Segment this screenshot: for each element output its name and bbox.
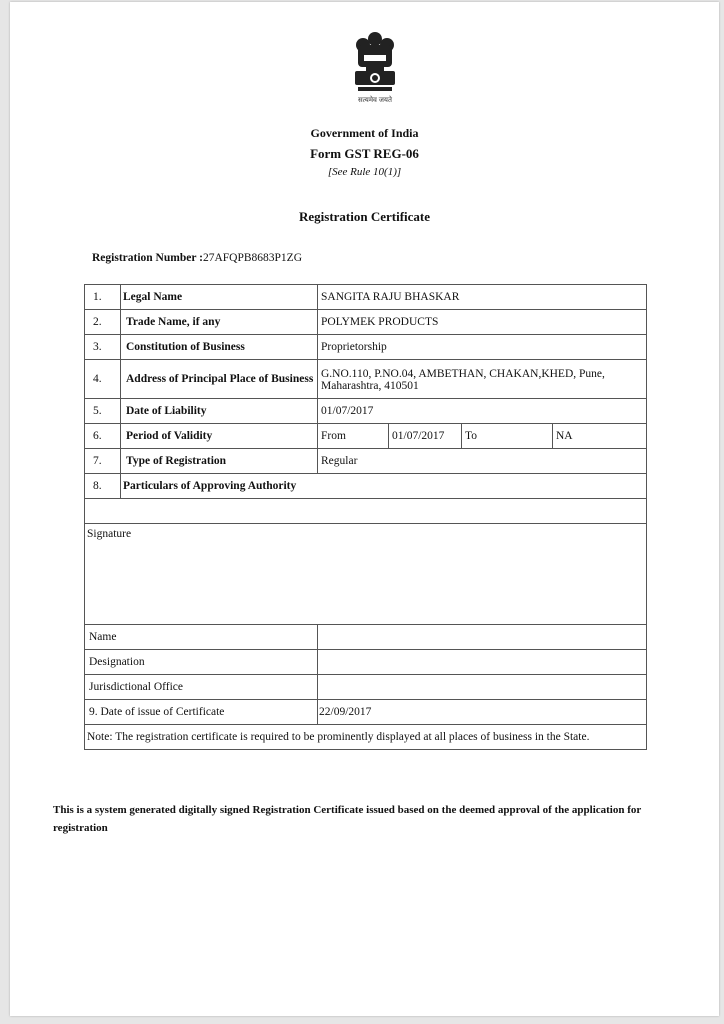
registration-number-label: Registration Number :: [92, 252, 203, 264]
row-number: 7.: [85, 449, 121, 474]
table-row: [85, 474, 647, 499]
emblem-motto: सत्यमेव जयते: [358, 96, 392, 104]
address-label-text: Address of Principal Place of Business: [126, 373, 314, 385]
table-row: [85, 524, 647, 625]
system-generated-note: This is a system generated digitally signed Registration Certificate issued based on the deemed approval of the application for registration: [53, 804, 642, 834]
signature-box: [85, 524, 647, 625]
row-number: 6.: [85, 424, 121, 449]
trade-name-value: POLYMEK PRODUCTS: [318, 310, 647, 335]
designation-value: [318, 650, 647, 675]
designation-label: Designation: [85, 650, 318, 675]
table-row: [85, 424, 647, 449]
table-row: [85, 335, 647, 360]
validity-to-label: To: [462, 424, 553, 449]
jurisdictional-office-label: Jurisdictional Office: [85, 675, 318, 700]
table-row: [85, 499, 647, 524]
table-row: [85, 675, 647, 700]
registration-details-table: [84, 284, 647, 750]
approving-authority-heading: Particulars of Approving Authority: [121, 474, 647, 499]
period-of-validity-label: Period of Validity: [121, 424, 318, 449]
issue-date-value: 22/09/2017: [318, 700, 647, 725]
name-value: [318, 625, 647, 650]
table-row: [85, 650, 647, 675]
table-row: [85, 310, 647, 335]
form-title: Form GST REG-06: [310, 146, 419, 161]
display-note: Note: The registration certificate is required to be prominently displayed at all places of business in the State.: [85, 725, 647, 750]
table-row: [85, 360, 647, 399]
date-of-liability-label: Date of Liability: [121, 399, 318, 424]
table-row: [85, 700, 647, 725]
certificate-title: Registration Certificate: [298, 209, 431, 224]
table-row: [85, 625, 647, 650]
row-number: 3.: [85, 335, 121, 360]
registration-number-line: [92, 252, 302, 264]
validity-from-value: 01/07/2017: [389, 424, 462, 449]
date-of-liability-value: 01/07/2017: [318, 399, 647, 424]
certificate-page: [10, 2, 719, 1016]
national-emblem-icon: [345, 27, 405, 99]
name-label: Name: [85, 625, 318, 650]
row-number: 8.: [85, 474, 121, 499]
registration-type-value: Regular: [318, 449, 647, 474]
table-row: [85, 449, 647, 474]
row-number: 1.: [85, 285, 121, 310]
trade-name-label: Trade Name, if any: [121, 310, 318, 335]
constitution-label: Constitution of Business: [121, 335, 318, 360]
rule-reference: [See Rule 10(1)]: [327, 166, 402, 178]
constitution-value: Proprietorship: [318, 335, 647, 360]
table-row: [85, 399, 647, 424]
validity-from-label: From: [318, 424, 389, 449]
validity-to-value: NA: [553, 424, 647, 449]
row-number: 5.: [85, 399, 121, 424]
registration-number-value: 27AFQPB8683P1ZG: [202, 252, 303, 264]
legal-name-value: SANGITA RAJU BHASKAR: [318, 285, 647, 310]
signature-label: Signature: [87, 528, 132, 540]
table-row: [85, 725, 647, 750]
blank-row: [85, 499, 647, 524]
legal-name-label: Legal Name: [121, 285, 318, 310]
government-heading: Government of India: [310, 126, 419, 140]
row-number: 4.: [85, 360, 121, 399]
issue-date-label: 9. Date of issue of Certificate: [85, 700, 318, 725]
registration-type-label: Type of Registration: [121, 449, 318, 474]
address-label: [121, 360, 318, 399]
address-value: G.NO.110, P.NO.04, AMBETHAN, CHAKAN,KHED, Pune, Maharashtra, 410501: [318, 360, 647, 399]
jurisdictional-office-value: [318, 675, 647, 700]
row-number: 2.: [85, 310, 121, 335]
table-row: [85, 285, 647, 310]
